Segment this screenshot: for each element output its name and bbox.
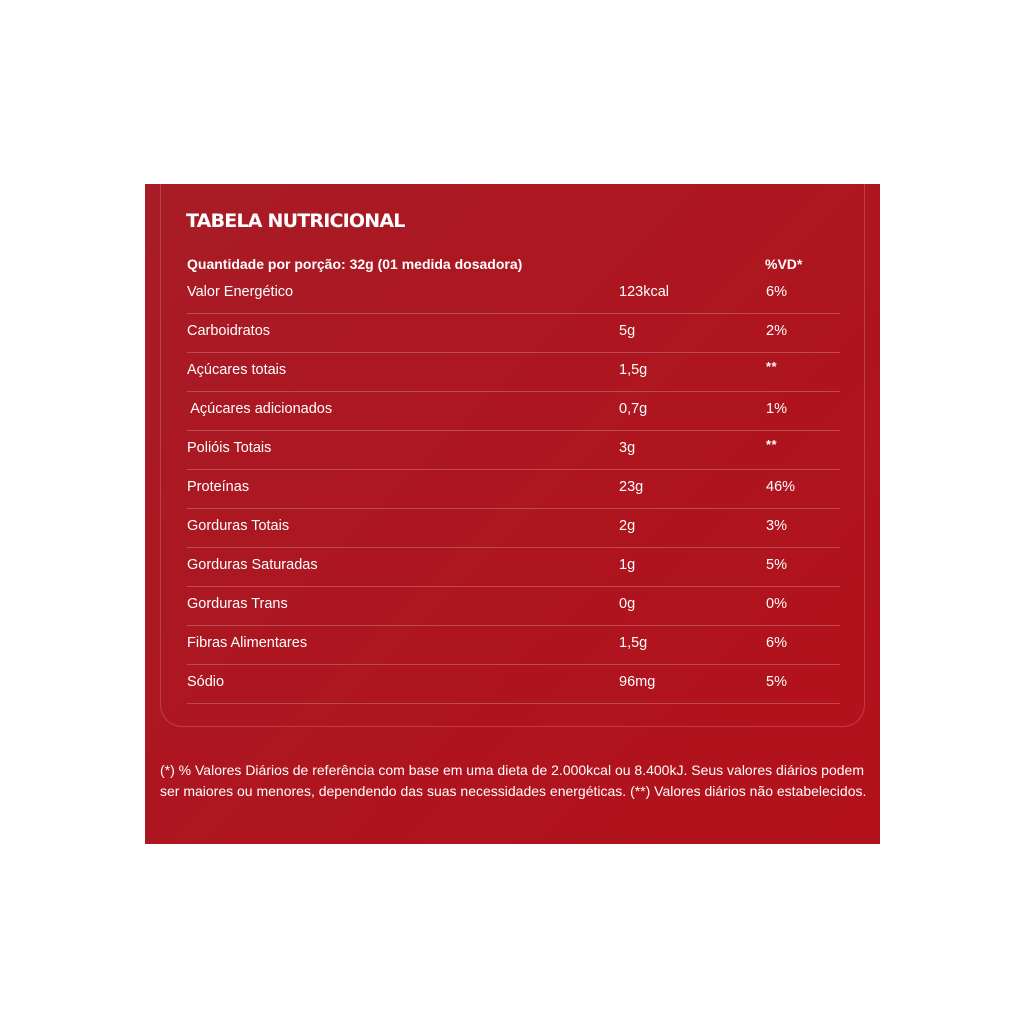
nutrient-quantity: 1,5g xyxy=(619,635,648,651)
nutrient-quantity: 3g xyxy=(619,440,636,456)
nutrient-quantity: 0,7g xyxy=(619,401,648,417)
nutrient-daily-value: 6% xyxy=(766,284,787,300)
nutrient-quantity: 2g xyxy=(619,518,636,534)
nutrient-quantity: 5g xyxy=(619,323,636,339)
daily-value-header: %VD* xyxy=(765,256,803,272)
nutrient-daily-value: 5% xyxy=(766,557,787,573)
nutrition-panel xyxy=(145,184,880,844)
table-row xyxy=(187,587,840,626)
table-row xyxy=(187,470,840,509)
nutrient-quantity: 96mg xyxy=(619,674,656,690)
table-row xyxy=(187,392,840,431)
table-header-row xyxy=(187,256,840,276)
nutrient-daily-value: 5% xyxy=(766,674,787,690)
nutrient-name: Sódio xyxy=(187,674,225,690)
table-row xyxy=(187,509,840,548)
table-row xyxy=(187,353,840,392)
nutrient-name: Gorduras Totais xyxy=(187,518,290,534)
nutrient-daily-value: 1% xyxy=(766,401,787,417)
nutrient-name: Polióis Totais xyxy=(187,440,272,456)
daily-value-footnote: (*) % Valores Diários de referência com base em uma dieta de 2.000kcal ou 8.400kJ. Seus valores diários podem ser maiores ou menores, dependendo das suas necessidades energéticas. (**) Valores diários não estabelecidos. xyxy=(160,762,867,799)
nutrient-daily-value: 6% xyxy=(766,635,787,651)
nutrient-name: Gorduras Saturadas xyxy=(187,557,318,573)
nutrient-name: Valor Energético xyxy=(187,284,294,300)
table-row xyxy=(187,314,840,353)
nutrient-daily-value: 0% xyxy=(766,596,787,612)
nutrient-rows xyxy=(187,275,840,704)
nutrient-quantity: 123kcal xyxy=(619,284,669,300)
table-row xyxy=(187,626,840,665)
nutrient-daily-value: 46% xyxy=(766,479,796,495)
serving-size-label: Quantidade por porção: 32g (01 medida dosadora) xyxy=(187,256,523,272)
table-title: TABELA NUTRICIONAL xyxy=(186,210,405,232)
nutrient-name: Açúcares adicionados xyxy=(187,401,333,417)
nutrient-quantity: 1,5g xyxy=(619,362,648,378)
nutrient-quantity: 23g xyxy=(619,479,644,495)
nutrient-name: Carboidratos xyxy=(187,323,271,339)
table-row xyxy=(187,275,840,314)
nutrient-daily-value: ** xyxy=(766,359,778,374)
nutrient-name: Açúcares totais xyxy=(187,362,287,378)
nutrient-name: Proteínas xyxy=(187,479,250,495)
nutrient-name: Gorduras Trans xyxy=(187,596,288,612)
nutrient-daily-value: ** xyxy=(766,437,778,452)
nutrient-name: Fibras Alimentares xyxy=(187,635,308,651)
nutrient-quantity: 1g xyxy=(619,557,636,573)
nutrient-daily-value: 3% xyxy=(766,518,787,534)
table-row xyxy=(187,665,840,704)
table-row xyxy=(187,431,840,470)
nutrient-quantity: 0g xyxy=(619,596,636,612)
nutrient-daily-value: 2% xyxy=(766,323,787,339)
table-row xyxy=(187,548,840,587)
